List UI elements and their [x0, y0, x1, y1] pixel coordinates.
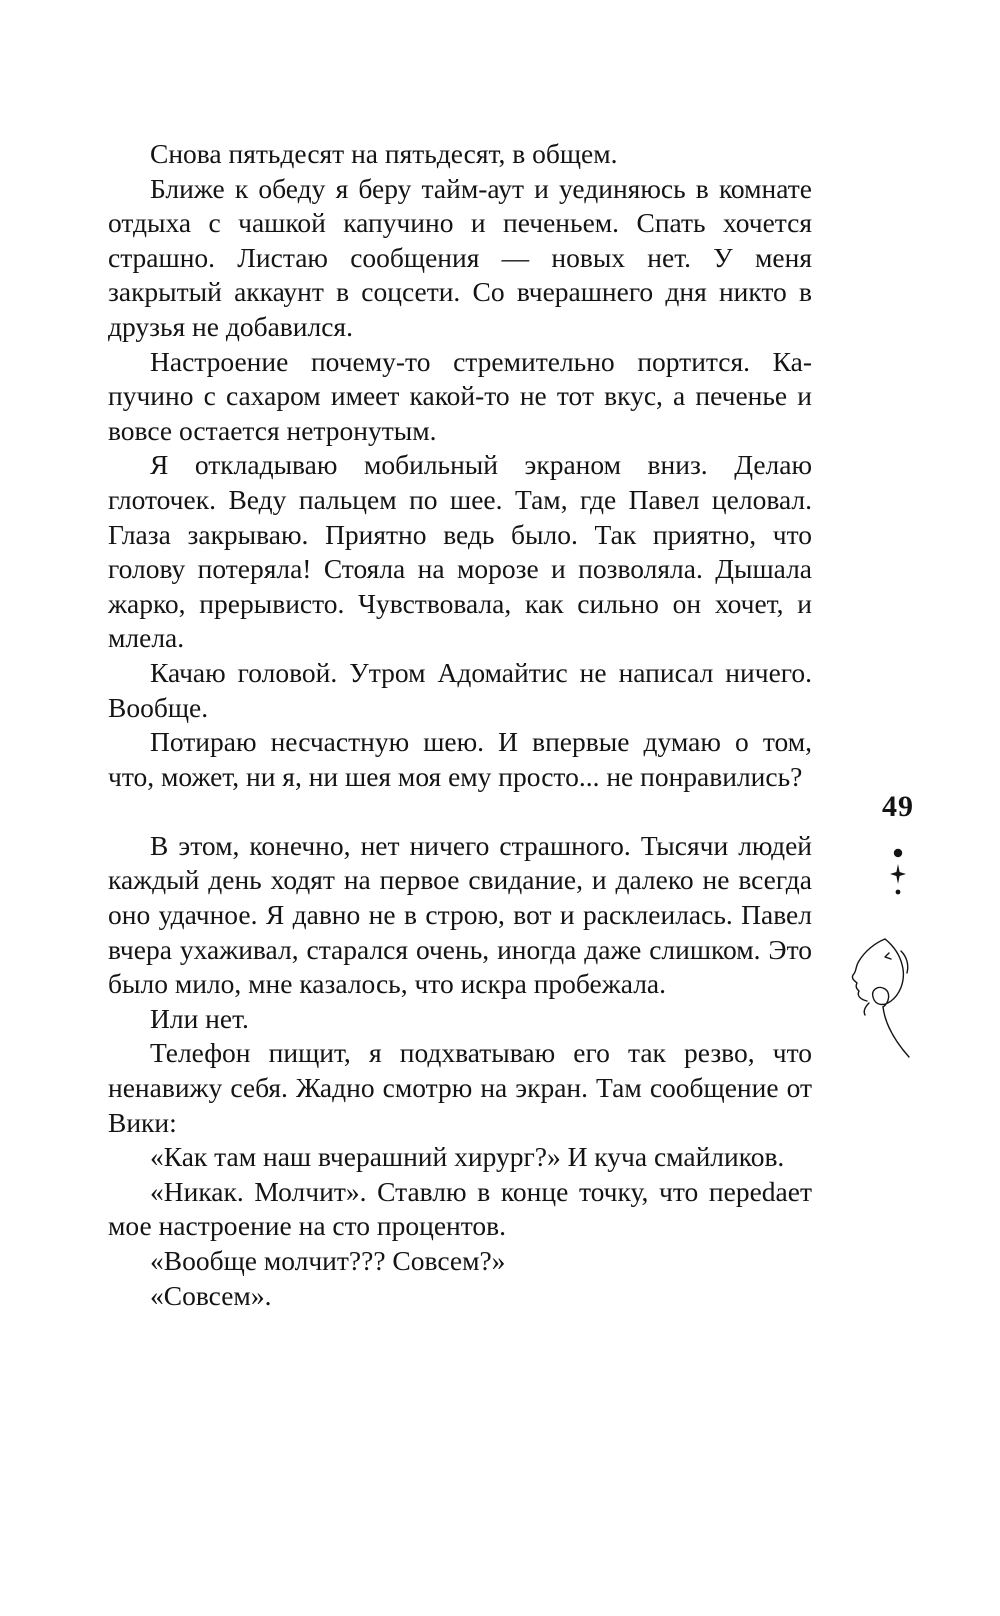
paragraph: Я откладываю мобильный экраном вниз. Делаю глоточек. Веду пальцем по шее. Там, где Павел целовал. Глаза закрываю. Приятно ведь было. Так приятно, что голову потеряла! Стояла на морозе и позволяла. Дышала жарко, прерывисто. Чувствовала, как сильно он хочет, и млела. — [108, 449, 812, 654]
face-profile-icon — [845, 935, 935, 1060]
paragraph: Настроение почему-то стремительно портится. Капучино с сахаром имеет какой-то не тот вкус, а печенье и вовсе остается нетронутым. — [108, 345, 812, 446]
dot-star-dot-ornament-icon — [868, 847, 928, 899]
paragraph: В этом, конечно, нет ничего страшного. Тысячи людей каждый день ходят на первое свидание, и далеко не всегда оно удачное. Я давно не в строю, вот и расклеилась. Павел вчера ухаживал, старался очень, иногда даже слишком. Это было мило, мне казалось, что искра пробежала. — [108, 829, 812, 1000]
paragraph: «Как там наш вчерашний хирург?» И куча смайликов. — [150, 1141, 785, 1173]
paragraph: Ближе к обеду я беру тайм-аут и уединяюсь в комнате отдыха с чашкой капучино и печеньем. Спать хочется страшно. Листаю сообщения — новых нет. У меня закрытый аккаунт в соцсети. Со вчерашнего дня никто в друзья не добавился. — [108, 172, 812, 342]
paragraph: Снова пятьдесят на пятьдесят, в общем. — [150, 138, 618, 169]
paragraph: «Никак. Молчит». Ставлю в конце точку, что переdает мое настроение на сто процентов. — [108, 1175, 812, 1242]
section-break — [108, 794, 812, 829]
paragraph: Потираю несчастную шею. И впервые думаю о том, что, может, ни я, ни шея моя ему просто... не понравились? — [108, 726, 812, 792]
page-number: 49 — [882, 790, 914, 823]
paragraph: Или нет. — [150, 1002, 249, 1034]
paragraph: Телефон пищит, я подхватываю его так резво, что ненавижу себя. Жадно смотрю на экран. Там сообщение от Вики: — [108, 1037, 812, 1138]
paragraph: «Совсем». — [150, 1279, 272, 1311]
body-text — [108, 137, 812, 1313]
paragraph: «Вообще молчит??? Совсем?» — [150, 1245, 506, 1276]
paragraph: Качаю головой. Утром Адомайтис не написал ничего. Вообще. — [108, 656, 812, 723]
